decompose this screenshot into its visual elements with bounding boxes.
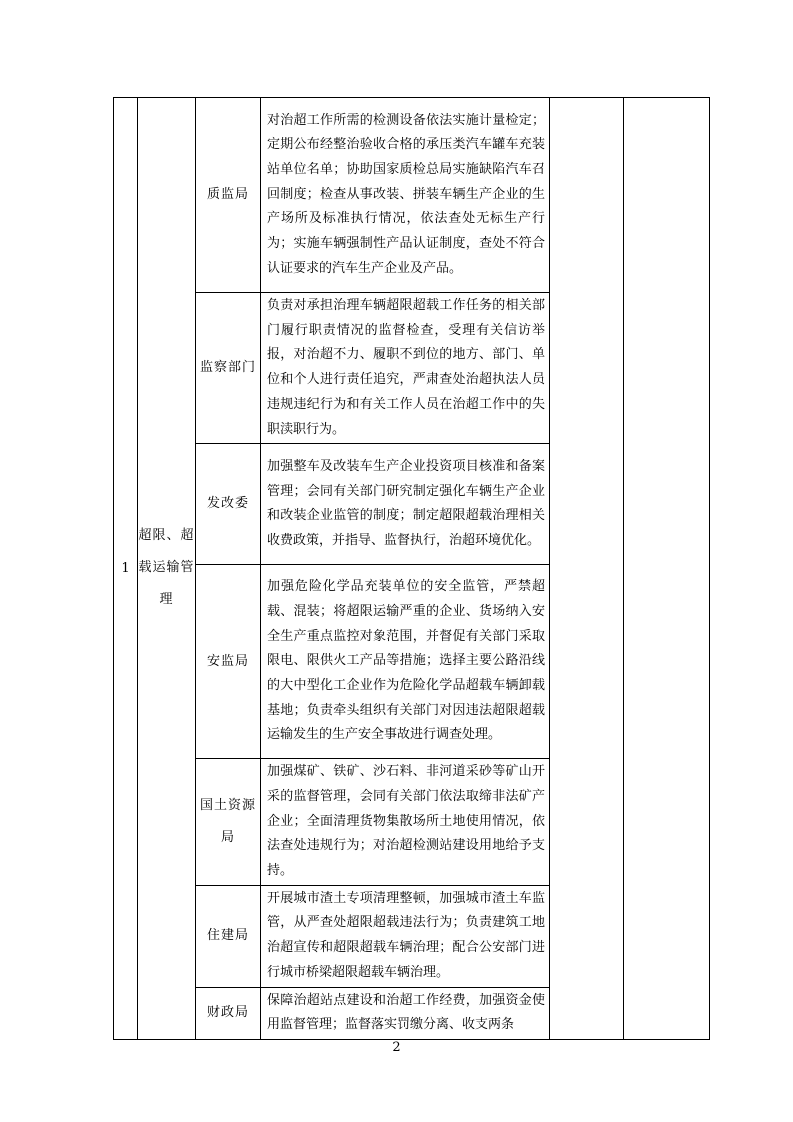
duties-cell: 加强整车及改装车生产企业投资项目核准和备案管理；会同有关部门研究制定强化车辆生产企业和改装企业监管的制度；制定超限超载治理相关收费政策，并指导、监督执行，治超环境优化。 <box>261 444 550 565</box>
department-cell: 财政局 <box>196 987 261 1039</box>
page-number: 2 <box>392 1040 401 1055</box>
category-cell: 超限、超载运输管理 <box>138 98 196 1040</box>
table-row <box>114 98 710 293</box>
department-cell: 监察部门 <box>196 293 261 444</box>
department-cell: 发改委 <box>196 444 261 565</box>
duties-cell: 加强危险化学品充装单位的安全监管，严禁超载、混装；将超限运输严重的企业、货场纳入安全生产重点监控对象范围，并督促有关部门采取限电、限供火工产品等措施；选择主要公路沿线的大中型化工企业作为危险化学品超载车辆卸载基地；负责牵头组织有关部门对因违法超限超载运输发生的生产安全事故进行调查处理。 <box>261 565 550 759</box>
blank-column-5 <box>550 98 624 1040</box>
department-cell: 安监局 <box>196 565 261 759</box>
duty-table <box>113 97 710 1040</box>
department-cell: 质监局 <box>196 98 261 293</box>
department-cell: 国土资源局 <box>196 759 261 886</box>
row-index: 1 <box>114 98 138 1040</box>
department-cell: 住建局 <box>196 885 261 987</box>
duties-cell: 开展城市渣土专项清理整顿，加强城市渣土车监管，从严查处超限超载违法行为；负责建筑工地治超宣传和超限超载车辆治理；配合公安部门进行城市桥梁超限超载车辆治理。 <box>261 885 550 987</box>
duties-cell: 对治超工作所需的检测设备依法实施计量检定；定期公布经整治验收合格的承压类汽车罐车充装站单位名单；协助国家质检总局实施缺陷汽车召回制度；检查从事改装、拼装车辆生产企业的生产场所及标准执行情况，依法查处无标生产行为；实施车辆强制性产品认证制度，查处不符合认证要求的汽车生产企业及产品。 <box>261 98 550 293</box>
duties-cell: 加强煤矿、铁矿、沙石料、非河道采砂等矿山开采的监督管理，会同有关部门依法取缔非法矿产企业；全面清理货物集散场所土地使用情况，依法查处违规行为；对治超检测站建设用地给予支持。 <box>261 759 550 886</box>
blank-column-6 <box>624 98 710 1040</box>
duties-cell: 负责对承担治理车辆超限超载工作任务的相关部门履行职责情况的监督检查，受理有关信访举报，对治超不力、履职不到位的地方、部门、单位和个人进行责任追究，严肃查处治超执法人员违规违纪行为和有关工作人员在治超工作中的失职渎职行为。 <box>261 293 550 444</box>
duties-cell: 保障治超站点建设和治超工作经费，加强资金使用监督管理；监督落实罚缴分离、收支两条 <box>261 987 550 1039</box>
